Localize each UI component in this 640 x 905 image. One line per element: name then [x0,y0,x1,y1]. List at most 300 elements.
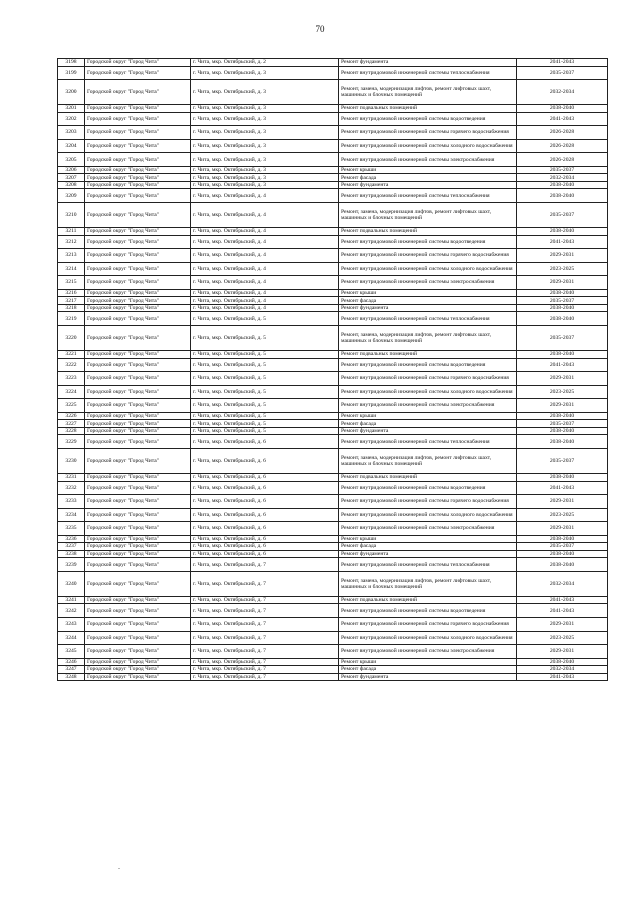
work-type-cell: Ремонт, замена, модернизация лифтов, ремонт лифтовых шахт, машинных и блочных помещений [339,203,517,228]
table-row [58,105,608,113]
table-row [58,420,608,428]
work-type-cell: Ремонт внутридомовой инженерной системы электроснабжения [339,153,517,167]
work-type-cell: Ремонт фасада [339,666,517,674]
row-number-cell: 3205 [58,153,85,167]
municipality-cell: Городской округ "Город Чита" [85,543,191,551]
work-type-cell: Ремонт подвальных помещений [339,228,517,236]
work-type-cell: Ремонт фундамента [339,304,517,312]
period-cell: 2038-2040 [517,289,608,297]
address-cell: г. Чита, мкр. Октябрьский, д. 7 [191,645,339,659]
municipality-cell: Городской округ "Город Чита" [85,474,191,482]
work-type-cell: Ремонт внутридомовой инженерной системы электроснабжения [339,399,517,413]
table-row [58,139,608,153]
period-cell: 2029-2031 [517,618,608,632]
municipality-cell: Городской округ "Город Чита" [85,550,191,558]
table-row [58,481,608,495]
municipality-cell: Городской округ "Город Чита" [85,112,191,126]
period-cell: 2023-2025 [517,508,608,522]
address-cell: г. Чита, мкр. Октябрьский, д. 5 [191,312,339,326]
row-number-cell: 3218 [58,304,85,312]
address-cell: г. Чита, мкр. Октябрьский, д. 5 [191,351,339,359]
table-row [58,358,608,372]
table-row [58,604,608,618]
period-cell: 2041-2043 [517,596,608,604]
row-number-cell: 3203 [58,126,85,140]
table-row [58,262,608,276]
address-cell: г. Чита, мкр. Октябрьский, д. 4 [191,276,339,290]
municipality-cell: Городской округ "Город Чита" [85,412,191,420]
work-type-cell: Ремонт фасада [339,420,517,428]
period-cell: 2032-2034 [517,80,608,105]
work-type-cell: Ремонт фасада [339,174,517,182]
address-cell: г. Чита, мкр. Октябрьский, д. 5 [191,420,339,428]
municipality-cell: Городской округ "Город Чита" [85,427,191,435]
municipality-cell: Городской округ "Город Чита" [85,596,191,604]
period-cell: 2038-2040 [517,474,608,482]
work-type-cell: Ремонт подвальных помещений [339,105,517,113]
row-number-cell: 3231 [58,474,85,482]
table-row [58,435,608,449]
work-type-cell: Ремонт внутридомовой инженерной системы холодного водоснабжения [339,262,517,276]
municipality-cell: Городской округ "Город Чита" [85,399,191,413]
work-type-cell: Ремонт внутридомовой инженерной системы горячего водоснабжения [339,495,517,509]
municipality-cell: Городской округ "Город Чита" [85,66,191,80]
table-row [58,412,608,420]
address-cell: г. Чита, мкр. Октябрьский, д. 7 [191,596,339,604]
address-cell: г. Чита, мкр. Октябрьский, д. 6 [191,508,339,522]
period-cell: 2041-2043 [517,673,608,681]
municipality-cell: Городской округ "Город Чита" [85,435,191,449]
work-type-cell: Ремонт внутридомовой инженерной системы холодного водоснабжения [339,139,517,153]
address-cell: г. Чита, мкр. Октябрьский, д. 5 [191,399,339,413]
municipality-cell: Городской округ "Город Чита" [85,139,191,153]
period-cell: 2023-2025 [517,262,608,276]
work-type-cell: Ремонт крыши [339,535,517,543]
municipality-cell: Городской округ "Город Чита" [85,312,191,326]
period-cell: 2026-2028 [517,139,608,153]
address-cell: г. Чита, мкр. Октябрьский, д. 7 [191,571,339,596]
row-number-cell: 3219 [58,312,85,326]
table-row [58,596,608,604]
row-number-cell: 3201 [58,105,85,113]
municipality-cell: Городской округ "Город Чита" [85,174,191,182]
work-type-cell: Ремонт внутридомовой инженерной системы теплоснабжения [339,435,517,449]
period-cell: 2038-2040 [517,535,608,543]
table-row [58,550,608,558]
table-row [58,80,608,105]
row-number-cell: 3232 [58,481,85,495]
table-row [58,153,608,167]
municipality-cell: Городской округ "Город Чита" [85,166,191,174]
period-cell: 2038-2040 [517,304,608,312]
municipality-cell: Городской округ "Город Чита" [85,673,191,681]
municipality-cell: Городской округ "Город Чита" [85,59,191,67]
address-cell: г. Чита, мкр. Октябрьский, д. 3 [191,105,339,113]
row-number-cell: 3238 [58,550,85,558]
work-type-cell: Ремонт фундамента [339,181,517,189]
work-type-cell: Ремонт внутридомовой инженерной системы водоотведения [339,604,517,618]
row-number-cell: 3207 [58,174,85,182]
period-cell: 2041-2043 [517,59,608,67]
address-cell: г. Чита, мкр. Октябрьский, д. 7 [191,658,339,666]
work-type-cell: Ремонт подвальных помещений [339,596,517,604]
table-row [58,449,608,474]
row-number-cell: 3243 [58,618,85,632]
address-cell: г. Чита, мкр. Октябрьский, д. 4 [191,235,339,249]
row-number-cell: 3239 [58,558,85,572]
table-row [58,571,608,596]
municipality-cell: Городской округ "Город Чита" [85,372,191,386]
row-number-cell: 3208 [58,181,85,189]
row-number-cell: 3202 [58,112,85,126]
work-type-cell: Ремонт крыши [339,166,517,174]
period-cell: 2038-2040 [517,550,608,558]
period-cell: 2038-2040 [517,658,608,666]
row-number-cell: 3198 [58,59,85,67]
municipality-cell: Городской округ "Город Чита" [85,235,191,249]
address-cell: г. Чита, мкр. Октябрьский, д. 7 [191,631,339,645]
municipality-cell: Городской округ "Город Чита" [85,522,191,536]
municipality-cell: Городской округ "Город Чита" [85,358,191,372]
table-row [58,228,608,236]
municipality-cell: Городской округ "Город Чита" [85,228,191,236]
period-cell: 2029-2031 [517,495,608,509]
row-number-cell: 3241 [58,596,85,604]
work-type-cell: Ремонт крыши [339,658,517,666]
address-cell: г. Чита, мкр. Октябрьский, д. 3 [191,174,339,182]
work-type-cell: Ремонт внутридомовой инженерной системы горячего водоснабжения [339,618,517,632]
table-row [58,618,608,632]
municipality-cell: Городской округ "Город Чита" [85,481,191,495]
address-cell: г. Чита, мкр. Октябрьский, д. 3 [191,153,339,167]
row-number-cell: 3234 [58,508,85,522]
period-cell: 2041-2043 [517,358,608,372]
period-cell: 2029-2031 [517,522,608,536]
address-cell: г. Чита, мкр. Октябрьский, д. 7 [191,666,339,674]
work-type-cell: Ремонт фундамента [339,59,517,67]
row-number-cell: 3213 [58,249,85,263]
address-cell: г. Чита, мкр. Октябрьский, д. 5 [191,385,339,399]
table-row [58,385,608,399]
table-row [58,326,608,351]
work-type-cell: Ремонт внутридомовой инженерной системы горячего водоснабжения [339,372,517,386]
table-row [58,181,608,189]
municipality-cell: Городской округ "Город Чита" [85,645,191,659]
municipality-cell: Городской округ "Город Чита" [85,658,191,666]
municipality-cell: Городской округ "Город Чита" [85,80,191,105]
address-cell: г. Чита, мкр. Октябрьский, д. 6 [191,535,339,543]
address-cell: г. Чита, мкр. Октябрьский, д. 3 [191,80,339,105]
work-type-cell: Ремонт внутридомовой инженерной системы холодного водоснабжения [339,508,517,522]
municipality-cell: Городской округ "Город Чита" [85,631,191,645]
municipality-cell: Городской округ "Город Чита" [85,276,191,290]
page-number: 70 [315,24,325,34]
row-number-cell: 3199 [58,66,85,80]
municipality-cell: Городской округ "Город Чита" [85,604,191,618]
period-cell: 2029-2031 [517,372,608,386]
work-type-cell: Ремонт внутридомовой инженерной системы электроснабжения [339,522,517,536]
row-number-cell: 3212 [58,235,85,249]
table-row [58,66,608,80]
period-cell: 2038-2040 [517,105,608,113]
address-cell: г. Чита, мкр. Октябрьский, д. 7 [191,604,339,618]
work-type-cell: Ремонт крыши [339,412,517,420]
work-type-cell: Ремонт подвальных помещений [339,351,517,359]
municipality-cell: Городской округ "Город Чита" [85,558,191,572]
row-number-cell: 3224 [58,385,85,399]
municipality-cell: Городской округ "Город Чита" [85,153,191,167]
period-cell: 2035-2037 [517,420,608,428]
period-cell: 2038-2040 [517,181,608,189]
period-cell: 2041-2043 [517,235,608,249]
municipality-cell: Городской округ "Город Чита" [85,351,191,359]
address-cell: г. Чита, мкр. Октябрьский, д. 6 [191,474,339,482]
address-cell: г. Чита, мкр. Октябрьский, д. 4 [191,249,339,263]
municipality-cell: Городской округ "Город Чита" [85,508,191,522]
table-row [58,535,608,543]
municipality-cell: Городской округ "Город Чита" [85,385,191,399]
work-type-cell: Ремонт, замена, модернизация лифтов, ремонт лифтовых шахт, машинных и блочных помещений [339,449,517,474]
row-number-cell: 3217 [58,297,85,305]
table-row [58,304,608,312]
period-cell: 2035-2037 [517,166,608,174]
address-cell: г. Чита, мкр. Октябрьский, д. 7 [191,618,339,632]
table-row [58,59,608,67]
municipality-cell: Городской округ "Город Чита" [85,304,191,312]
table-row [58,399,608,413]
work-type-cell: Ремонт, замена, модернизация лифтов, ремонт лифтовых шахт, машинных и блочных помещений [339,326,517,351]
row-number-cell: 3242 [58,604,85,618]
row-number-cell: 3230 [58,449,85,474]
table-row [58,351,608,359]
period-cell: 2041-2043 [517,604,608,618]
row-number-cell: 3233 [58,495,85,509]
work-type-cell: Ремонт внутридомовой инженерной системы холодного водоснабжения [339,631,517,645]
row-number-cell: 3244 [58,631,85,645]
period-cell: 2032-2034 [517,571,608,596]
row-number-cell: 3211 [58,228,85,236]
period-cell: 2035-2037 [517,326,608,351]
municipality-cell: Городской округ "Город Чита" [85,262,191,276]
work-type-cell: Ремонт внутридомовой инженерной системы холодного водоснабжения [339,385,517,399]
period-cell: 2029-2031 [517,399,608,413]
row-number-cell: 3226 [58,412,85,420]
period-cell: 2026-2028 [517,126,608,140]
address-cell: г. Чита, мкр. Октябрьский, д. 3 [191,112,339,126]
table-row [58,235,608,249]
address-cell: г. Чита, мкр. Октябрьский, д. 4 [191,189,339,203]
municipality-cell: Городской округ "Город Чита" [85,666,191,674]
municipality-cell: Городской округ "Город Чита" [85,249,191,263]
row-number-cell: 3221 [58,351,85,359]
period-cell: 2029-2031 [517,249,608,263]
address-cell: г. Чита, мкр. Октябрьский, д. 7 [191,673,339,681]
work-type-cell: Ремонт подвальных помещений [339,474,517,482]
municipality-cell: Городской округ "Город Чита" [85,297,191,305]
municipality-cell: Городской округ "Город Чита" [85,495,191,509]
address-cell: г. Чита, мкр. Октябрьский, д. 4 [191,289,339,297]
table-row [58,474,608,482]
address-cell: г. Чита, мкр. Октябрьский, д. 6 [191,449,339,474]
address-cell: г. Чита, мкр. Октябрьский, д. 5 [191,412,339,420]
address-cell: г. Чита, мкр. Октябрьский, д. 3 [191,66,339,80]
period-cell: 2035-2037 [517,543,608,551]
table-row [58,289,608,297]
table-row [58,112,608,126]
municipality-cell: Городской округ "Город Чита" [85,289,191,297]
row-number-cell: 3206 [58,166,85,174]
table-row [58,189,608,203]
period-cell: 2038-2040 [517,558,608,572]
row-number-cell: 3246 [58,658,85,666]
row-number-cell: 3240 [58,571,85,596]
address-cell: г. Чита, мкр. Октябрьский, д. 6 [191,550,339,558]
work-type-cell: Ремонт, замена, модернизация лифтов, ремонт лифтовых шахт, машинных и блочных помещений [339,571,517,596]
table-row [58,174,608,182]
address-cell: г. Чита, мкр. Октябрьский, д. 2 [191,59,339,67]
work-type-cell: Ремонт фундамента [339,550,517,558]
table-body [58,59,608,681]
period-cell: 2035-2037 [517,297,608,305]
period-cell: 2026-2028 [517,153,608,167]
municipality-cell: Городской округ "Город Чита" [85,326,191,351]
row-number-cell: 3247 [58,666,85,674]
work-type-cell: Ремонт внутридомовой инженерной системы теплоснабжения [339,66,517,80]
work-type-cell: Ремонт фундамента [339,427,517,435]
row-number-cell: 3237 [58,543,85,551]
address-cell: г. Чита, мкр. Октябрьский, д. 4 [191,297,339,305]
period-cell: 2038-2040 [517,435,608,449]
row-number-cell: 3220 [58,326,85,351]
work-type-cell: Ремонт внутридомовой инженерной системы теплоснабжения [339,189,517,203]
table-row [58,495,608,509]
work-type-cell: Ремонт внутридомовой инженерной системы водоотведения [339,358,517,372]
period-cell: 2035-2037 [517,203,608,228]
work-type-cell: Ремонт внутридомовой инженерной системы горячего водоснабжения [339,126,517,140]
table-row [58,543,608,551]
address-cell: г. Чита, мкр. Октябрьский, д. 6 [191,495,339,509]
address-cell: г. Чита, мкр. Октябрьский, д. 5 [191,372,339,386]
period-cell: 2038-2040 [517,427,608,435]
work-type-cell: Ремонт фундамента [339,673,517,681]
row-number-cell: 3222 [58,358,85,372]
period-cell: 2032-2034 [517,666,608,674]
row-number-cell: 3227 [58,420,85,428]
address-cell: г. Чита, мкр. Октябрьский, д. 5 [191,427,339,435]
address-cell: г. Чита, мкр. Октябрьский, д. 6 [191,543,339,551]
work-type-cell: Ремонт внутридомовой инженерной системы теплоснабжения [339,312,517,326]
period-cell: 2041-2043 [517,481,608,495]
address-cell: г. Чита, мкр. Октябрьский, д. 6 [191,522,339,536]
period-cell: 2032-2034 [517,174,608,182]
row-number-cell: 3200 [58,80,85,105]
municipality-cell: Городской округ "Город Чита" [85,105,191,113]
work-type-cell: Ремонт внутридомовой инженерной системы горячего водоснабжения [339,249,517,263]
work-type-cell: Ремонт внутридомовой инженерной системы водоотведения [339,235,517,249]
table-row [58,658,608,666]
row-number-cell: 3210 [58,203,85,228]
table-row [58,508,608,522]
table-row [58,673,608,681]
table-row [58,372,608,386]
work-type-cell: Ремонт внутридомовой инженерной системы водоотведения [339,481,517,495]
row-number-cell: 3235 [58,522,85,536]
table-row [58,249,608,263]
address-cell: г. Чита, мкр. Октябрьский, д. 4 [191,304,339,312]
work-type-cell: Ремонт фасада [339,297,517,305]
row-number-cell: 3223 [58,372,85,386]
row-number-cell: 3225 [58,399,85,413]
address-cell: г. Чита, мкр. Октябрьский, д. 3 [191,166,339,174]
row-number-cell: 3216 [58,289,85,297]
address-cell: г. Чита, мкр. Октябрьский, д. 4 [191,203,339,228]
period-cell: 2029-2031 [517,645,608,659]
municipality-cell: Городской округ "Город Чита" [85,189,191,203]
table-row [58,166,608,174]
row-number-cell: 3245 [58,645,85,659]
work-type-cell: Ремонт внутридомовой инженерной системы теплоснабжения [339,558,517,572]
address-cell: г. Чита, мкр. Октябрьский, д. 6 [191,481,339,495]
address-cell: г. Чита, мкр. Октябрьский, д. 6 [191,435,339,449]
municipality-cell: Городской округ "Город Чита" [85,535,191,543]
address-cell: г. Чита, мкр. Октябрьский, д. 4 [191,228,339,236]
period-cell: 2023-2025 [517,631,608,645]
work-type-cell: Ремонт, замена, модернизация лифтов, ремонт лифтовых шахт, машинных и блочных помещений [339,80,517,105]
address-cell: г. Чита, мкр. Октябрьский, д. 5 [191,326,339,351]
row-number-cell: 3236 [58,535,85,543]
table-row [58,312,608,326]
table-row [58,666,608,674]
address-cell: г. Чита, мкр. Октябрьский, д. 3 [191,139,339,153]
period-cell: 2038-2040 [517,412,608,420]
municipality-cell: Городской округ "Город Чита" [85,618,191,632]
address-cell: г. Чита, мкр. Октябрьский, д. 7 [191,558,339,572]
row-number-cell: 3248 [58,673,85,681]
row-number-cell: 3214 [58,262,85,276]
municipality-cell: Городской округ "Город Чита" [85,181,191,189]
period-cell: 2038-2040 [517,228,608,236]
period-cell: 2023-2025 [517,385,608,399]
work-type-cell: Ремонт крыши [339,289,517,297]
table-row [58,645,608,659]
period-cell: 2041-2043 [517,112,608,126]
row-number-cell: 3228 [58,427,85,435]
period-cell: 2035-2037 [517,449,608,474]
address-cell: г. Чита, мкр. Октябрьский, д. 3 [191,126,339,140]
table-row [58,631,608,645]
address-cell: г. Чита, мкр. Октябрьский, д. 3 [191,181,339,189]
table-row [58,297,608,305]
address-cell: г. Чита, мкр. Октябрьский, д. 5 [191,358,339,372]
table-row [58,203,608,228]
period-cell: 2029-2031 [517,276,608,290]
table-row [58,522,608,536]
row-number-cell: 3229 [58,435,85,449]
scan-mark [118,868,120,869]
municipality-cell: Городской округ "Город Чита" [85,571,191,596]
table-row [58,427,608,435]
municipality-cell: Городской округ "Город Чита" [85,126,191,140]
period-cell: 2035-2037 [517,66,608,80]
period-cell: 2038-2040 [517,312,608,326]
work-type-cell: Ремонт внутридомовой инженерной системы электроснабжения [339,645,517,659]
municipality-cell: Городской округ "Город Чита" [85,203,191,228]
table-row [58,276,608,290]
row-number-cell: 3204 [58,139,85,153]
period-cell: 2038-2040 [517,351,608,359]
work-type-cell: Ремонт фасада [339,543,517,551]
table-row [58,558,608,572]
